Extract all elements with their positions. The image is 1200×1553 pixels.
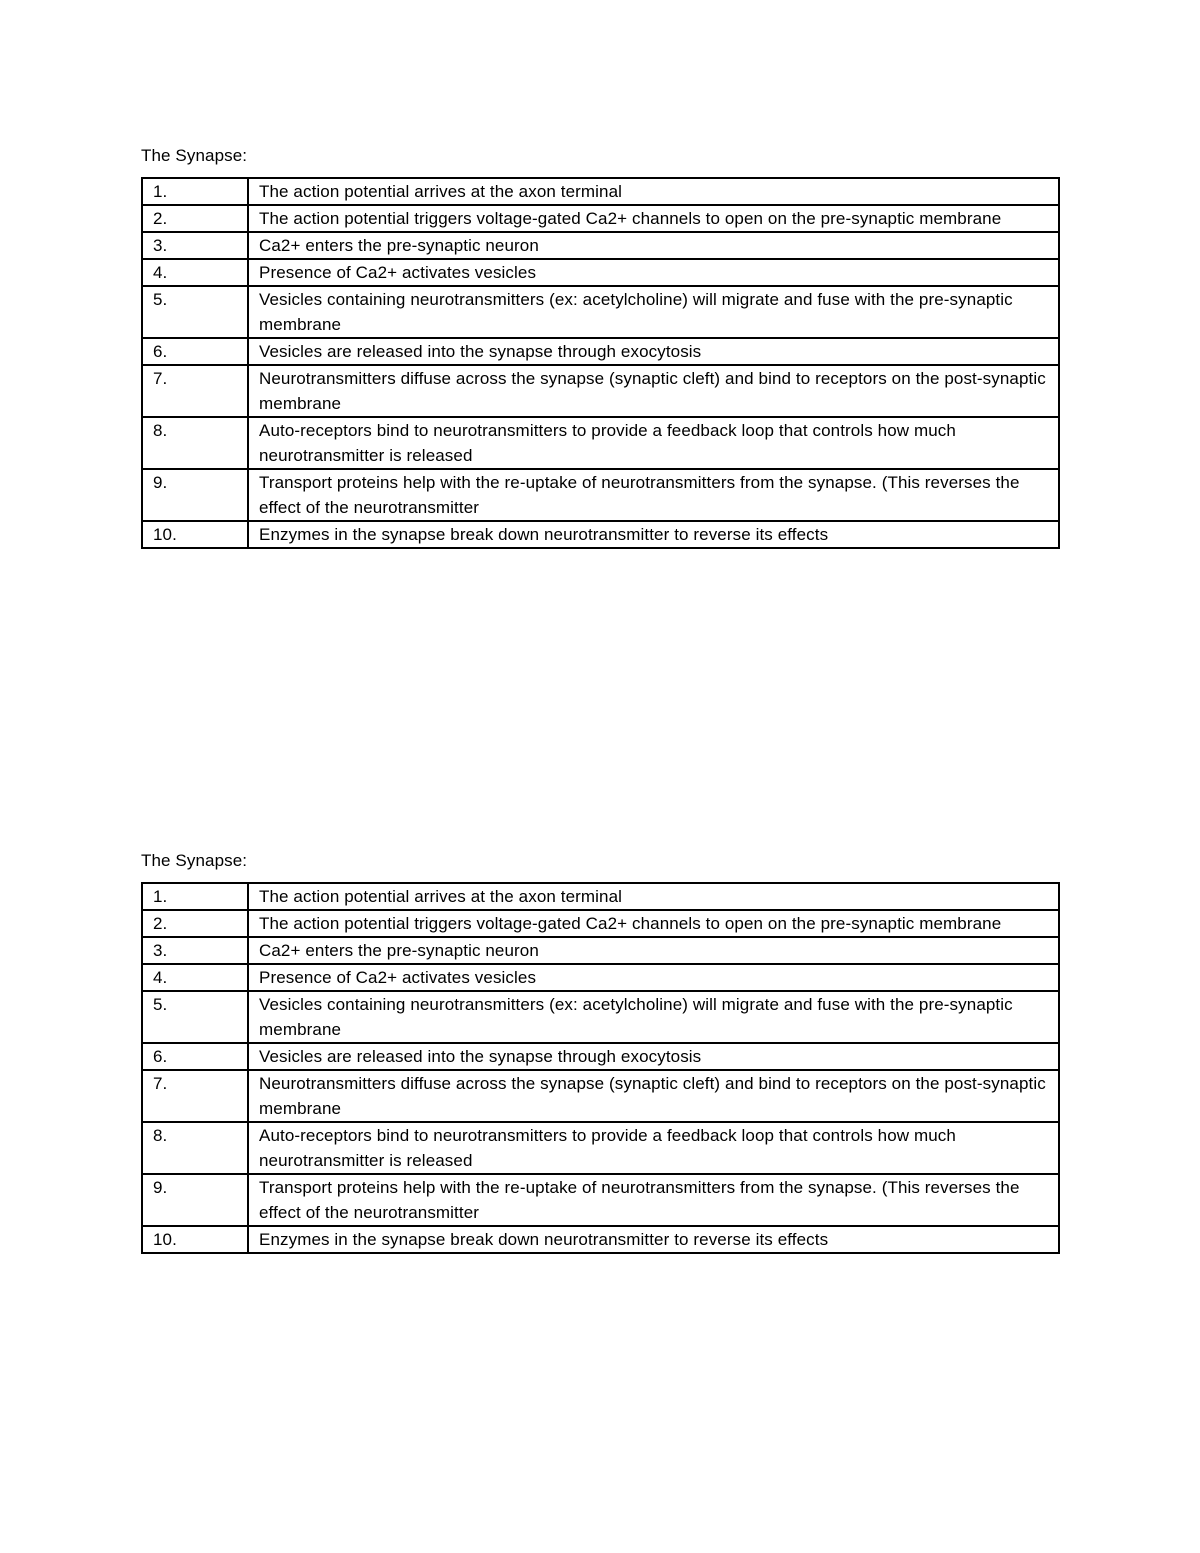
step-number: 5. (142, 991, 248, 1043)
table-row (142, 469, 1059, 521)
step-number: 8. (142, 1122, 248, 1174)
table-row (142, 991, 1059, 1043)
steps-table-body (142, 883, 1059, 1253)
step-description: Neurotransmitters diffuse across the synapse (synaptic cleft) and bind to receptors on the post-synaptic membrane (248, 365, 1059, 417)
step-number: 10. (142, 1226, 248, 1253)
table-row (142, 1174, 1059, 1226)
table-row (142, 1070, 1059, 1122)
step-description: Vesicles are released into the synapse through exocytosis (248, 1043, 1059, 1070)
table-row (142, 232, 1059, 259)
table-row (142, 1122, 1059, 1174)
table-row (142, 365, 1059, 417)
step-number: 9. (142, 469, 248, 521)
step-number: 3. (142, 937, 248, 964)
step-number: 3. (142, 232, 248, 259)
table-row (142, 205, 1059, 232)
step-number: 7. (142, 1070, 248, 1122)
table-row (142, 937, 1059, 964)
step-number: 10. (142, 521, 248, 548)
step-description: Enzymes in the synapse break down neurotransmitter to reverse its effects (248, 1226, 1059, 1253)
step-description: Vesicles are released into the synapse through exocytosis (248, 338, 1059, 365)
table-row (142, 910, 1059, 937)
table-row (142, 259, 1059, 286)
step-number: 9. (142, 1174, 248, 1226)
step-description: Auto-receptors bind to neurotransmitters to provide a feedback loop that controls how much neurotransmitter is released (248, 417, 1059, 469)
step-description: Enzymes in the synapse break down neurotransmitter to reverse its effects (248, 521, 1059, 548)
steps-table (141, 882, 1060, 1254)
step-description: Presence of Ca2+ activates vesicles (248, 259, 1059, 286)
synapse-section-1 (141, 145, 1060, 549)
table-row (142, 521, 1059, 548)
table-row (142, 338, 1059, 365)
step-number: 6. (142, 1043, 248, 1070)
section-heading: The Synapse: (141, 146, 248, 165)
table-row (142, 883, 1059, 910)
step-description: Auto-receptors bind to neurotransmitters to provide a feedback loop that controls how much neurotransmitter is released (248, 1122, 1059, 1174)
step-description: The action potential triggers voltage-gated Ca2+ channels to open on the pre-synaptic membrane (248, 910, 1059, 937)
table-row (142, 417, 1059, 469)
step-number: 2. (142, 205, 248, 232)
section-heading: The Synapse: (141, 851, 248, 870)
step-number: 7. (142, 365, 248, 417)
step-description: Ca2+ enters the pre-synaptic neuron (248, 232, 1059, 259)
step-description: The action potential arrives at the axon terminal (248, 883, 1059, 910)
steps-table (141, 177, 1060, 549)
step-number: 8. (142, 417, 248, 469)
step-description: Vesicles containing neurotransmitters (ex: acetylcholine) will migrate and fuse with the pre-synaptic membrane (248, 991, 1059, 1043)
step-description: Transport proteins help with the re-uptake of neurotransmitters from the synapse. (This reverses the effect of the neurotransmitter (248, 469, 1059, 521)
step-description: Transport proteins help with the re-uptake of neurotransmitters from the synapse. (This reverses the effect of the neurotransmitter (248, 1174, 1059, 1226)
synapse-section-2 (141, 850, 1060, 1254)
step-description: The action potential arrives at the axon terminal (248, 178, 1059, 205)
table-row (142, 964, 1059, 991)
table-row (142, 1226, 1059, 1253)
step-number: 1. (142, 883, 248, 910)
step-description: Vesicles containing neurotransmitters (ex: acetylcholine) will migrate and fuse with the pre-synaptic membrane (248, 286, 1059, 338)
step-description: The action potential triggers voltage-gated Ca2+ channels to open on the pre-synaptic membrane (248, 205, 1059, 232)
table-row (142, 178, 1059, 205)
step-description: Presence of Ca2+ activates vesicles (248, 964, 1059, 991)
step-number: 4. (142, 259, 248, 286)
table-row (142, 1043, 1059, 1070)
step-number: 5. (142, 286, 248, 338)
step-number: 2. (142, 910, 248, 937)
steps-table-body (142, 178, 1059, 548)
table-row (142, 286, 1059, 338)
step-description: Ca2+ enters the pre-synaptic neuron (248, 937, 1059, 964)
step-description: Neurotransmitters diffuse across the synapse (synaptic cleft) and bind to receptors on the post-synaptic membrane (248, 1070, 1059, 1122)
step-number: 6. (142, 338, 248, 365)
step-number: 1. (142, 178, 248, 205)
step-number: 4. (142, 964, 248, 991)
